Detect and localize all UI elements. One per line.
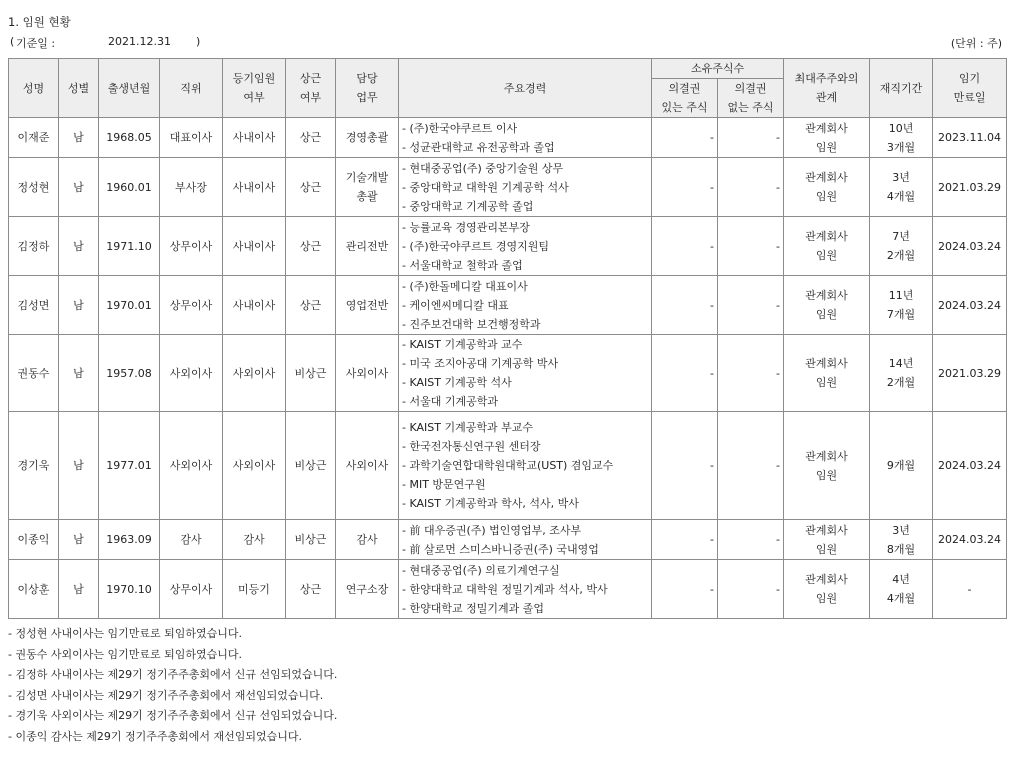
- cell-term: 2024.03.24: [933, 217, 1007, 276]
- header-tenure: 재직기간: [870, 59, 933, 118]
- cell-relation-line: 관계회사: [805, 573, 848, 586]
- cell-gender: 남: [59, 276, 99, 335]
- cell-career: [399, 276, 652, 335]
- cell-tenure-line: 3년: [892, 523, 910, 537]
- cell-career-line: - 과학기술연합대학원대학교(UST) 겸임교수: [402, 459, 614, 472]
- cell-fulltime: 비상근: [286, 412, 336, 520]
- cell-career: [399, 560, 652, 619]
- cell-career: [399, 158, 652, 217]
- cell-registered: 미등기: [223, 560, 286, 619]
- cell-voting-shares: -: [652, 335, 718, 412]
- cell-position: 상무이사: [160, 276, 223, 335]
- cell-duty-line: 경영총괄: [345, 131, 389, 144]
- basis-line: [8, 35, 1002, 51]
- table-row: [9, 217, 1007, 276]
- cell-position: 사외이사: [160, 335, 223, 412]
- table-row: [9, 335, 1007, 412]
- cell-registered: 사내이사: [223, 158, 286, 217]
- cell-name: 김정하: [9, 217, 59, 276]
- cell-career-line: - 현대중공업(주) 의료기계연구실: [402, 563, 560, 577]
- cell-relation-line: 관계회사: [805, 230, 848, 243]
- cell-relation-line: 임원: [815, 592, 838, 605]
- cell-career-line: - 前 살로먼 스미스바니증권(주) 국내영업: [402, 542, 599, 556]
- cell-tenure-line: 10년: [888, 121, 914, 135]
- cell-career-line: - 한국전자통신연구원 센터장: [402, 440, 541, 453]
- cell-duty: [336, 217, 399, 276]
- cell-fulltime: 상근: [286, 118, 336, 158]
- cell-voting-shares: -: [652, 412, 718, 520]
- basis-label: 기준일 :: [16, 37, 56, 50]
- cell-registered: 사내이사: [223, 118, 286, 158]
- cell-tenure-line: 2개월: [886, 376, 916, 389]
- cell-position: 상무이사: [160, 560, 223, 619]
- header-birth: 출생년월: [99, 59, 160, 118]
- cell-gender: 남: [59, 118, 99, 158]
- header-nonvoting: 의결권 없는 주식: [718, 79, 784, 118]
- basis-open-paren: (: [10, 35, 15, 48]
- cell-gender: 남: [59, 560, 99, 619]
- cell-relation: [784, 276, 870, 335]
- cell-duty: [336, 276, 399, 335]
- cell-career-line: - (주)한돌메디칼 대표이사: [402, 279, 528, 293]
- cell-birth: 1968.05: [99, 118, 160, 158]
- basis-close-paren: ): [196, 35, 201, 48]
- cell-voting-shares: -: [652, 520, 718, 560]
- header-position: 직위: [160, 59, 223, 118]
- cell-registered: 사외이사: [223, 335, 286, 412]
- cell-birth: 1977.01: [99, 412, 160, 520]
- cell-term: 2024.03.24: [933, 276, 1007, 335]
- cell-career: [399, 335, 652, 412]
- cell-position: 부사장: [160, 158, 223, 217]
- header-fulltime: 상근 여부: [286, 59, 336, 118]
- cell-registered: 사외이사: [223, 412, 286, 520]
- cell-tenure-line: 8개월: [886, 542, 916, 556]
- cell-fulltime: 상근: [286, 560, 336, 619]
- cell-tenure-line: 7년: [892, 230, 910, 243]
- header-career: 주요경력: [399, 59, 652, 118]
- cell-career-line: - 케이엔씨메디칼 대표: [402, 298, 509, 312]
- cell-tenure-line: 4개월: [886, 592, 916, 605]
- note-item: - 김정하 사내이사는 제29기 정기주주총회에서 신규 선임되었습니다.: [8, 668, 338, 681]
- cell-tenure-line: 4년: [892, 573, 910, 586]
- header-registered: 등기임원 여부: [223, 59, 286, 118]
- cell-duty-line: 관리전반: [345, 239, 389, 253]
- cell-relation-line: 임원: [815, 542, 838, 556]
- cell-career-line: - KAIST 기계공학과 학사, 석사, 박사: [402, 497, 579, 510]
- note-item: - 경기욱 사외이사는 제29기 정기주주총회에서 신규 선임되었습니다.: [8, 709, 338, 722]
- note-item: - 권동수 사외이사는 임기만료로 퇴임하였습니다.: [8, 647, 242, 661]
- table-row: [9, 118, 1007, 158]
- cell-position: 감사: [160, 520, 223, 560]
- cell-career-line: - KAIST 기계공학과 교수: [402, 338, 523, 351]
- cell-term: 2024.03.24: [933, 520, 1007, 560]
- cell-position: 대표이사: [160, 118, 223, 158]
- cell-voting-shares: -: [652, 118, 718, 158]
- cell-relation-line: 임원: [815, 190, 838, 203]
- cell-career-line: - 진주보건대학 보건행정학과: [402, 317, 541, 331]
- note-item: - 정성현 사내이사는 임기만료로 퇴임하였습니다.: [8, 627, 242, 640]
- cell-name: 김성면: [9, 276, 59, 335]
- cell-name: 이종익: [9, 520, 59, 560]
- cell-nonvoting-shares: -: [718, 335, 784, 412]
- cell-tenure-line: 3개월: [886, 140, 916, 154]
- table-row: [9, 520, 1007, 560]
- cell-name: 이재준: [9, 118, 59, 158]
- cell-career: [399, 217, 652, 276]
- cell-gender: 남: [59, 520, 99, 560]
- cell-voting-shares: -: [652, 276, 718, 335]
- cell-nonvoting-shares: -: [718, 412, 784, 520]
- cell-career-line: - 한양대학교 정밀기계과 졸업: [402, 601, 544, 615]
- cell-term: 2024.03.24: [933, 412, 1007, 520]
- officers-table: [8, 58, 1007, 619]
- cell-duty-line: 사외이사: [345, 366, 389, 380]
- table-row: [9, 560, 1007, 619]
- cell-career-line: - (주)한국야쿠르트 이사: [402, 121, 518, 135]
- cell-term: 2023.11.04: [933, 118, 1007, 158]
- cell-fulltime: 상근: [286, 276, 336, 335]
- cell-duty-line: 연구소장: [345, 582, 389, 596]
- cell-relation-line: 관계회사: [805, 449, 848, 463]
- cell-term: 2021.03.29: [933, 158, 1007, 217]
- cell-nonvoting-shares: -: [718, 118, 784, 158]
- cell-career-line: - KAIST 기계공학 석사: [402, 376, 512, 389]
- cell-tenure-line: 3년: [892, 171, 910, 184]
- cell-career: [399, 118, 652, 158]
- cell-fulltime: 상근: [286, 158, 336, 217]
- cell-duty: [336, 335, 399, 412]
- cell-birth: 1970.01: [99, 276, 160, 335]
- cell-duty: [336, 412, 399, 520]
- cell-relation-line: 관계회사: [805, 357, 848, 370]
- cell-name: 정성현: [9, 158, 59, 217]
- header-relation: 최대주주와의 관계: [784, 59, 870, 118]
- header-gender: 성별: [59, 59, 99, 118]
- cell-relation-line: 임원: [815, 468, 838, 482]
- cell-career-line: - 서울대 기계공학과: [402, 395, 498, 408]
- cell-nonvoting-shares: -: [718, 560, 784, 619]
- cell-career-line: - 현대중공업(주) 중앙기술원 상무: [402, 161, 564, 175]
- cell-tenure-line: 2개월: [886, 249, 916, 262]
- cell-nonvoting-shares: -: [718, 158, 784, 217]
- cell-career-line: - 능률교육 경영관리본부장: [402, 220, 530, 234]
- cell-tenure-line: 14년: [888, 357, 914, 370]
- section-title: 1. 임원 현황: [8, 15, 71, 29]
- cell-career-line: - 한양대학교 대학원 정밀기계과 석사, 박사: [402, 582, 608, 596]
- header-name: 성명: [9, 59, 59, 118]
- cell-registered: 감사: [223, 520, 286, 560]
- header-duty: 담당 업무: [336, 59, 399, 118]
- cell-name: 권동수: [9, 335, 59, 412]
- cell-relation-line: 임원: [815, 376, 838, 389]
- cell-relation: [784, 412, 870, 520]
- cell-name: 경기욱: [9, 412, 59, 520]
- cell-birth: 1970.10: [99, 560, 160, 619]
- officers-table-body: [9, 118, 1007, 619]
- cell-career-line: - 서울대학교 철학과 졸업: [402, 258, 523, 272]
- cell-career-line: - 前 대우증권(주) 법인영업부, 조사부: [402, 523, 582, 537]
- header-voting: 의결권 있는 주식: [652, 79, 718, 118]
- cell-duty: [336, 560, 399, 619]
- cell-tenure: [870, 560, 933, 619]
- cell-nonvoting-shares: -: [718, 276, 784, 335]
- cell-relation-line: 임원: [815, 249, 838, 262]
- cell-name: 이상훈: [9, 560, 59, 619]
- cell-nonvoting-shares: -: [718, 520, 784, 560]
- cell-position: 사외이사: [160, 412, 223, 520]
- cell-career-line: - KAIST 기계공학과 부교수: [402, 421, 533, 434]
- cell-duty-line: 사외이사: [345, 459, 389, 472]
- cell-relation: [784, 560, 870, 619]
- cell-birth: 1963.09: [99, 520, 160, 560]
- note-item: - 이종익 감사는 제29기 정기주주총회에서 재선임되었습니다.: [8, 729, 302, 743]
- cell-duty-line: 총괄: [356, 190, 378, 203]
- cell-relation-line: 관계회사: [805, 171, 848, 184]
- cell-relation: [784, 158, 870, 217]
- cell-nonvoting-shares: -: [718, 217, 784, 276]
- table-row: [9, 158, 1007, 217]
- cell-tenure: [870, 118, 933, 158]
- cell-relation: [784, 118, 870, 158]
- cell-relation-line: 관계회사: [805, 289, 848, 302]
- header-shares: 소유주식수: [652, 59, 784, 79]
- cell-gender: 남: [59, 158, 99, 217]
- cell-voting-shares: -: [652, 217, 718, 276]
- cell-position: 상무이사: [160, 217, 223, 276]
- cell-relation-line: 임원: [815, 140, 838, 154]
- cell-career-line: - 중앙대학교 기계공학 졸업: [402, 199, 534, 213]
- cell-tenure: [870, 217, 933, 276]
- cell-relation: [784, 217, 870, 276]
- cell-tenure: [870, 158, 933, 217]
- cell-tenure-line: 7개월: [886, 308, 916, 321]
- cell-relation: [784, 335, 870, 412]
- cell-duty-line: 감사: [356, 533, 378, 546]
- cell-duty-line: 영업전반: [345, 298, 389, 312]
- cell-voting-shares: -: [652, 560, 718, 619]
- cell-birth: 1957.08: [99, 335, 160, 412]
- cell-career-line: - 미국 조지아공대 기계공학 박사: [402, 357, 559, 370]
- cell-tenure: [870, 276, 933, 335]
- cell-voting-shares: -: [652, 158, 718, 217]
- cell-career-line: - 중앙대학교 대학원 기계공학 석사: [402, 180, 569, 194]
- cell-tenure-line: 4개월: [886, 190, 916, 203]
- cell-fulltime: 상근: [286, 217, 336, 276]
- cell-duty: [336, 520, 399, 560]
- basis-date: 2021.12.31: [108, 35, 171, 48]
- unit-label: (단위 : 주): [950, 37, 1002, 50]
- note-item: - 김성면 사내이사는 제29기 정기주주총회에서 재선임되었습니다.: [8, 688, 324, 702]
- header-term: 임기 만료일: [933, 59, 1007, 118]
- cell-career-line: - 성균관대학교 유전공학과 졸업: [402, 140, 555, 154]
- cell-duty: [336, 118, 399, 158]
- cell-tenure: [870, 520, 933, 560]
- cell-career-line: - MIT 방문연구원: [402, 478, 486, 491]
- cell-duty: [336, 158, 399, 217]
- cell-registered: 사내이사: [223, 276, 286, 335]
- cell-fulltime: 비상근: [286, 520, 336, 560]
- cell-tenure-line: 9개월: [886, 459, 916, 472]
- cell-career: [399, 412, 652, 520]
- cell-gender: 남: [59, 412, 99, 520]
- notes-list: [8, 624, 1006, 747]
- cell-term: -: [933, 560, 1007, 619]
- cell-gender: 남: [59, 217, 99, 276]
- cell-registered: 사내이사: [223, 217, 286, 276]
- cell-relation-line: 관계회사: [805, 523, 848, 537]
- cell-tenure: [870, 335, 933, 412]
- cell-career: [399, 520, 652, 560]
- cell-birth: 1960.01: [99, 158, 160, 217]
- cell-fulltime: 비상근: [286, 335, 336, 412]
- cell-relation-line: 임원: [815, 308, 838, 321]
- cell-relation-line: 관계회사: [805, 121, 848, 135]
- table-row: [9, 276, 1007, 335]
- cell-tenure-line: 11년: [888, 289, 914, 302]
- cell-term: 2021.03.29: [933, 335, 1007, 412]
- cell-career-line: - (주)한국야쿠르트 경영지원팀: [402, 239, 550, 253]
- cell-birth: 1971.10: [99, 217, 160, 276]
- table-row: [9, 412, 1007, 520]
- cell-duty-line: 기술개발: [345, 171, 389, 184]
- cell-tenure: [870, 412, 933, 520]
- cell-relation: [784, 520, 870, 560]
- cell-gender: 남: [59, 335, 99, 412]
